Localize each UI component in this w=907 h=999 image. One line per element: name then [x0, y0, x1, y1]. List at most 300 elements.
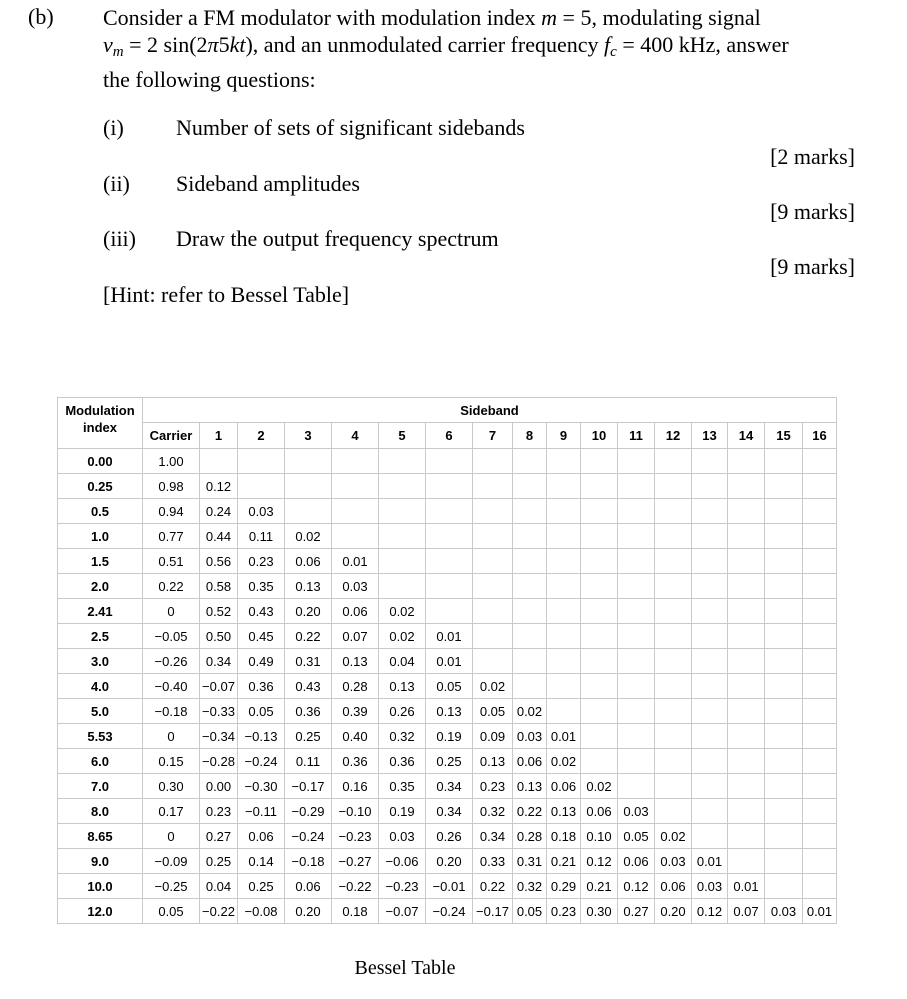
vm-expr-a: = 2 sin(2	[123, 32, 208, 57]
table-cell	[513, 674, 547, 699]
table-cell	[473, 574, 513, 599]
modulation-index-cell: 3.0	[58, 649, 143, 674]
bessel-table	[57, 397, 837, 924]
fc-symbol: f	[604, 32, 611, 57]
column-header-sideband-15: 15	[765, 423, 803, 449]
table-cell: 0.13	[285, 574, 332, 599]
table-cell	[618, 549, 655, 574]
hint-text: [Hint: refer to Bessel Table]	[103, 282, 350, 307]
table-cell: 0.03	[692, 874, 728, 899]
table-row	[58, 649, 837, 674]
table-cell	[581, 574, 618, 599]
table-cell	[655, 649, 692, 674]
table-cell: 0.14	[238, 849, 285, 874]
table-cell: 0.01	[728, 874, 765, 899]
table-cell: 0.45	[238, 624, 285, 649]
table-row	[58, 449, 837, 474]
table-cell: 0.05	[426, 674, 473, 699]
table-row	[58, 624, 837, 649]
table-cell	[803, 549, 837, 574]
table-cell	[513, 649, 547, 674]
table-cell: 0.03	[332, 574, 379, 599]
table-cell	[473, 649, 513, 674]
table-cell	[692, 824, 728, 849]
table-cell: 0.23	[238, 549, 285, 574]
table-cell: 0.02	[379, 624, 426, 649]
table-cell	[426, 474, 473, 499]
table-cell	[655, 724, 692, 749]
table-row	[58, 874, 837, 899]
table-cell: 0.34	[200, 649, 238, 674]
table-cell: −0.23	[332, 824, 379, 849]
table-cell	[618, 499, 655, 524]
table-cell: −0.05	[143, 624, 200, 649]
modulation-index-cell: 10.0	[58, 874, 143, 899]
table-cell	[581, 449, 618, 474]
table-cell	[426, 599, 473, 624]
table-cell	[765, 474, 803, 499]
column-header-sideband-8: 8	[513, 423, 547, 449]
table-cell	[618, 749, 655, 774]
table-cell	[728, 799, 765, 824]
table-cell	[728, 674, 765, 699]
table-cell	[803, 674, 837, 699]
table-cell	[803, 649, 837, 674]
table-cell	[803, 799, 837, 824]
table-cell: 0.06	[238, 824, 285, 849]
table-cell	[285, 499, 332, 524]
table-cell: −0.27	[332, 849, 379, 874]
part-ii-number: (ii)	[103, 171, 130, 196]
table-cell	[547, 624, 581, 649]
table-row	[58, 849, 837, 874]
column-header-sideband-11: 11	[618, 423, 655, 449]
table-cell: 0.05	[238, 699, 285, 724]
table-cell	[547, 474, 581, 499]
table-cell	[765, 799, 803, 824]
table-cell	[547, 699, 581, 724]
table-cell	[692, 549, 728, 574]
modulation-index-cell: 8.65	[58, 824, 143, 849]
table-row	[58, 699, 837, 724]
table-row	[58, 724, 837, 749]
table-cell	[238, 474, 285, 499]
table-cell: 0.00	[200, 774, 238, 799]
table-cell: 0.07	[728, 899, 765, 924]
modulation-index-cell: 2.5	[58, 624, 143, 649]
table-cell: −0.28	[200, 749, 238, 774]
table-cell	[728, 699, 765, 724]
column-header-sideband-9: 9	[547, 423, 581, 449]
table-cell: 0.35	[238, 574, 285, 599]
table-cell: 0.02	[473, 674, 513, 699]
table-cell	[618, 649, 655, 674]
table-cell	[803, 474, 837, 499]
table-cell: 0.03	[765, 899, 803, 924]
table-cell	[803, 749, 837, 774]
table-cell: −0.24	[285, 824, 332, 849]
table-cell	[285, 474, 332, 499]
column-header-sideband-14: 14	[728, 423, 765, 449]
table-cell: 0.28	[513, 824, 547, 849]
table-cell	[581, 649, 618, 674]
table-cell: 0.05	[618, 824, 655, 849]
table-cell: 0.52	[200, 599, 238, 624]
table-cell	[728, 599, 765, 624]
pi-symbol: π	[207, 32, 219, 57]
table-cell: 0.22	[513, 799, 547, 824]
table-cell: 0.02	[547, 749, 581, 774]
table-body	[58, 449, 837, 924]
table-cell	[728, 624, 765, 649]
table-cell: −0.30	[238, 774, 285, 799]
table-cell	[692, 599, 728, 624]
table-cell	[513, 524, 547, 549]
table-cell	[581, 599, 618, 624]
vm-expr-c: ), and an unmodulated carrier frequency	[245, 32, 605, 57]
part-i-marks: [2 marks]	[770, 144, 855, 169]
table-cell	[765, 749, 803, 774]
table-cell	[692, 774, 728, 799]
table-cell	[728, 774, 765, 799]
mod-label-line1: Modulation	[65, 403, 135, 418]
table-cell	[765, 824, 803, 849]
table-row	[58, 824, 837, 849]
modulation-index-cell: 1.5	[58, 549, 143, 574]
table-cell	[765, 449, 803, 474]
table-cell	[426, 574, 473, 599]
table-cell	[765, 674, 803, 699]
table-cell	[803, 574, 837, 599]
table-cell	[765, 874, 803, 899]
table-cell	[618, 724, 655, 749]
table-cell: 0.13	[473, 749, 513, 774]
table-cell	[692, 749, 728, 774]
part-ii-text: Sideband amplitudes	[176, 171, 360, 196]
modulation-index-cell: 1.0	[58, 524, 143, 549]
table-cell: −0.11	[238, 799, 285, 824]
table-cell: 0.24	[200, 499, 238, 524]
table-cell: 0.18	[547, 824, 581, 849]
table-cell	[513, 474, 547, 499]
table-cell: 0.23	[200, 799, 238, 824]
table-cell	[728, 474, 765, 499]
table-cell: −0.33	[200, 699, 238, 724]
table-cell	[547, 649, 581, 674]
table-cell: 0.17	[143, 799, 200, 824]
table-cell: 0.10	[581, 824, 618, 849]
table-cell	[547, 574, 581, 599]
table-cell	[426, 449, 473, 474]
column-header-row	[58, 423, 837, 449]
table-cell: 0.36	[285, 699, 332, 724]
table-cell: 0.02	[379, 599, 426, 624]
table-cell: 0.09	[473, 724, 513, 749]
table-row	[58, 749, 837, 774]
table-cell	[473, 549, 513, 574]
table-cell: 0.13	[513, 774, 547, 799]
table-cell	[728, 749, 765, 774]
part-iii-number: (iii)	[103, 226, 136, 251]
table-cell	[473, 524, 513, 549]
table-cell: −0.07	[200, 674, 238, 699]
part-iii-marks: [9 marks]	[770, 254, 855, 279]
table-cell: 0.06	[618, 849, 655, 874]
table-cell: −0.26	[143, 649, 200, 674]
table-cell	[803, 499, 837, 524]
table-cell	[728, 549, 765, 574]
part-ii-marks: [9 marks]	[770, 199, 855, 224]
table-cell	[513, 499, 547, 524]
modulation-index-cell: 6.0	[58, 749, 143, 774]
table-cell: 0.02	[285, 524, 332, 549]
table-cell	[728, 649, 765, 674]
table-row	[58, 674, 837, 699]
table-cell	[765, 724, 803, 749]
table-cell: 0.01	[426, 624, 473, 649]
table-cell	[618, 449, 655, 474]
table-cell	[332, 524, 379, 549]
table-cell	[473, 599, 513, 624]
table-cell: 0.13	[332, 649, 379, 674]
table-cell	[803, 824, 837, 849]
table-row	[58, 574, 837, 599]
k-symbol: k	[229, 32, 240, 57]
stem-end: the following questions:	[103, 67, 316, 92]
table-caption: Bessel Table	[354, 957, 456, 979]
column-header-sideband-1: 1	[200, 423, 238, 449]
table-cell	[332, 474, 379, 499]
table-cell	[728, 824, 765, 849]
table-cell: 0.05	[473, 699, 513, 724]
table-cell: 0.13	[426, 699, 473, 724]
table-cell: 0.02	[655, 824, 692, 849]
table-cell	[513, 574, 547, 599]
table-cell	[692, 449, 728, 474]
table-cell	[379, 549, 426, 574]
table-cell	[655, 499, 692, 524]
table-cell	[765, 524, 803, 549]
modulation-index-cell: 7.0	[58, 774, 143, 799]
table-cell	[379, 499, 426, 524]
table-cell	[692, 724, 728, 749]
column-header-sideband-3: 3	[285, 423, 332, 449]
table-cell: 0.39	[332, 699, 379, 724]
table-cell	[513, 624, 547, 649]
table-cell	[513, 449, 547, 474]
table-cell: 0.21	[547, 849, 581, 874]
table-cell	[765, 774, 803, 799]
modulation-index-cell: 4.0	[58, 674, 143, 699]
table-cell: 0.02	[581, 774, 618, 799]
table-cell: 0.01	[332, 549, 379, 574]
table-cell	[803, 524, 837, 549]
table-cell: 0.29	[547, 874, 581, 899]
table-cell	[728, 524, 765, 549]
table-cell: 0.04	[200, 874, 238, 899]
table-cell	[728, 449, 765, 474]
table-cell: 0.23	[473, 774, 513, 799]
table-cell: 0.12	[581, 849, 618, 874]
column-header-sideband-16: 16	[803, 423, 837, 449]
modulation-index-cell: 2.41	[58, 599, 143, 624]
table-cell	[473, 474, 513, 499]
table-cell	[581, 724, 618, 749]
table-cell	[728, 724, 765, 749]
table-cell: −0.25	[143, 874, 200, 899]
table-cell: −0.07	[379, 899, 426, 924]
table-cell: 0.26	[379, 699, 426, 724]
table-cell: 0.43	[238, 599, 285, 624]
column-header-sideband-7: 7	[473, 423, 513, 449]
modulation-index-cell: 0.00	[58, 449, 143, 474]
table-cell: 0.20	[285, 599, 332, 624]
table-cell	[547, 499, 581, 524]
table-cell: 0.13	[547, 799, 581, 824]
table-cell	[692, 699, 728, 724]
table-cell: 0.06	[655, 874, 692, 899]
table-cell: 0.13	[379, 674, 426, 699]
table-cell	[765, 499, 803, 524]
table-cell	[332, 449, 379, 474]
table-cell: 0.22	[143, 574, 200, 599]
table-cell: −0.22	[200, 899, 238, 924]
table-cell: −0.17	[285, 774, 332, 799]
sideband-header: Sideband	[143, 398, 837, 423]
table-cell	[547, 674, 581, 699]
mod-label-line2: index	[83, 420, 117, 435]
table-cell	[655, 574, 692, 599]
table-cell	[765, 549, 803, 574]
modulation-index-cell: 12.0	[58, 899, 143, 924]
table-cell: 0.05	[143, 899, 200, 924]
table-cell: −0.13	[238, 724, 285, 749]
table-cell	[618, 599, 655, 624]
table-cell	[379, 524, 426, 549]
table-cell: 0.31	[285, 649, 332, 674]
table-cell: 0.32	[513, 874, 547, 899]
table-cell: 0.03	[513, 724, 547, 749]
table-cell	[200, 449, 238, 474]
table-cell: 0.03	[655, 849, 692, 874]
table-cell	[618, 624, 655, 649]
table-cell: 0	[143, 724, 200, 749]
table-cell	[803, 849, 837, 874]
table-cell: 0.32	[473, 799, 513, 824]
table-cell: 0.06	[285, 549, 332, 574]
table-cell: 0.21	[581, 874, 618, 899]
table-cell	[692, 499, 728, 524]
table-cell	[692, 649, 728, 674]
table-cell	[618, 774, 655, 799]
vm-subscript: m	[112, 44, 124, 60]
table-cell: 0.30	[581, 899, 618, 924]
table-cell: 0.28	[332, 674, 379, 699]
column-header-sideband-6: 6	[426, 423, 473, 449]
table-cell: 0.23	[547, 899, 581, 924]
table-cell	[426, 499, 473, 524]
modulation-index-cell: 5.53	[58, 724, 143, 749]
table-cell	[692, 624, 728, 649]
table-cell: 0.32	[379, 724, 426, 749]
table-cell: 0.20	[285, 899, 332, 924]
table-cell	[655, 624, 692, 649]
table-cell: −0.06	[379, 849, 426, 874]
table-cell	[547, 549, 581, 574]
table-cell	[473, 499, 513, 524]
table-cell	[581, 499, 618, 524]
table-cell: 0.16	[332, 774, 379, 799]
table-row	[58, 524, 837, 549]
table-cell	[379, 574, 426, 599]
table-cell: 0.12	[618, 874, 655, 899]
column-header-sideband-12: 12	[655, 423, 692, 449]
table-cell: −0.34	[200, 724, 238, 749]
table-cell: 0.98	[143, 474, 200, 499]
table-cell: 0.03	[618, 799, 655, 824]
table-row	[58, 549, 837, 574]
table-cell	[379, 474, 426, 499]
table-cell: −0.22	[332, 874, 379, 899]
table-cell: 0.50	[200, 624, 238, 649]
table-cell	[547, 449, 581, 474]
table-cell: 0.36	[238, 674, 285, 699]
table-cell: 0.58	[200, 574, 238, 599]
table-cell: −0.08	[238, 899, 285, 924]
table-cell	[285, 449, 332, 474]
table-cell: 0.77	[143, 524, 200, 549]
table-cell	[379, 449, 426, 474]
table-cell: 0.25	[426, 749, 473, 774]
table-cell: −0.17	[473, 899, 513, 924]
table-cell: 0.19	[426, 724, 473, 749]
table-cell: 0.02	[513, 699, 547, 724]
table-cell	[692, 674, 728, 699]
fc-subscript: c	[610, 44, 617, 60]
column-header-sideband-2: 2	[238, 423, 285, 449]
table-cell	[513, 599, 547, 624]
table-cell: −0.29	[285, 799, 332, 824]
table-cell: 0.40	[332, 724, 379, 749]
table-cell	[803, 449, 837, 474]
table-cell: 0.36	[332, 749, 379, 774]
table-cell: −0.23	[379, 874, 426, 899]
table-cell: 0.22	[473, 874, 513, 899]
table-cell	[803, 699, 837, 724]
table-cell: 0.06	[332, 599, 379, 624]
table-cell	[765, 624, 803, 649]
part-i-text: Number of sets of significant sidebands	[176, 115, 525, 140]
table-cell: 0.22	[285, 624, 332, 649]
table-cell: 0.34	[426, 799, 473, 824]
table-row	[58, 899, 837, 924]
table-cell: −0.24	[426, 899, 473, 924]
table-cell	[655, 549, 692, 574]
table-cell: 0.20	[655, 899, 692, 924]
table-cell: 0.19	[379, 799, 426, 824]
table-cell: 0.11	[238, 524, 285, 549]
table-cell: 0.18	[332, 899, 379, 924]
table-cell	[238, 449, 285, 474]
table-cell	[803, 624, 837, 649]
table-cell: 0.26	[426, 824, 473, 849]
column-header-sideband-5: 5	[379, 423, 426, 449]
vm-expr-b: 5	[218, 32, 230, 57]
table-cell	[332, 499, 379, 524]
table-cell	[581, 674, 618, 699]
table-cell: 0.06	[581, 799, 618, 824]
stem-intro: Consider a FM modulator with modulation index	[103, 5, 542, 30]
